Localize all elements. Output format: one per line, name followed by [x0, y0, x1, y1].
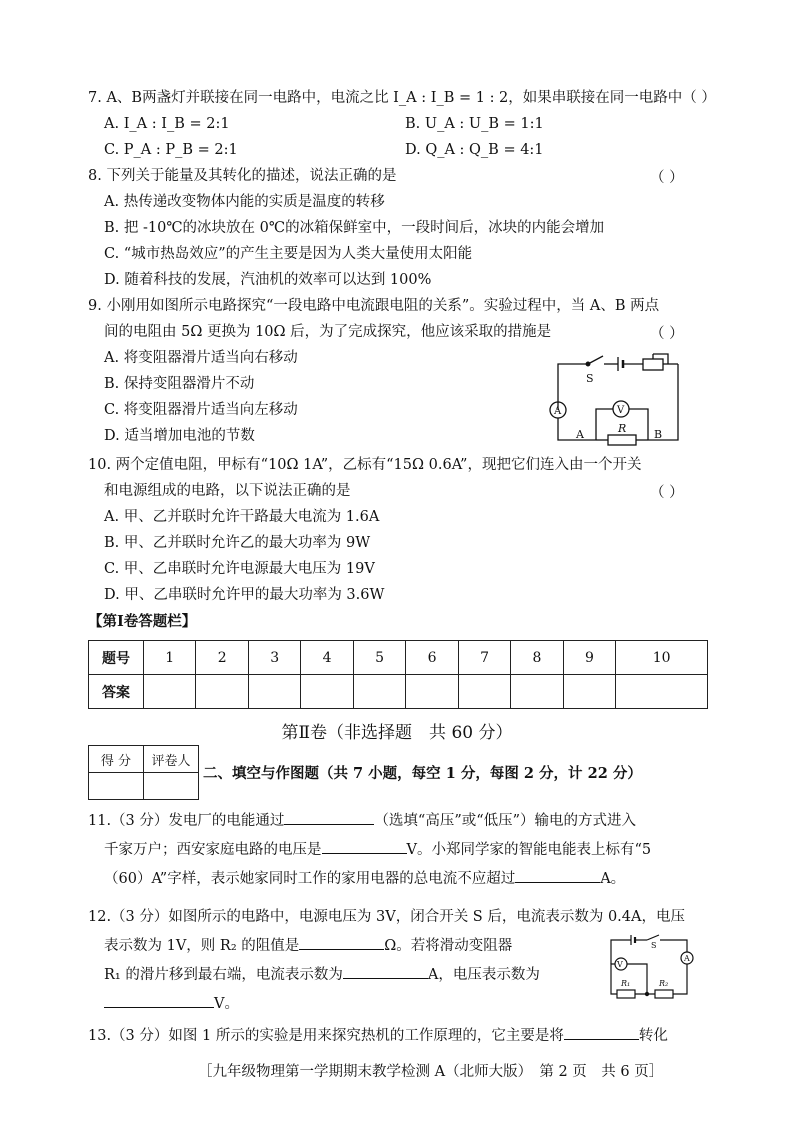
- q12-fig-label-voltmeter: V: [617, 960, 623, 969]
- resistor-r2: [655, 990, 673, 998]
- q7-option-d: D. Q_A : Q_B = 4:1: [405, 142, 544, 158]
- answer-table: [88, 640, 708, 709]
- q8-option-a: A. 热传递改变物体内能的实质是温度的转移: [104, 194, 385, 210]
- answer-table-label: 【第Ⅰ卷答题栏】: [88, 613, 197, 630]
- part2-section-heading: 二、填空与作图题（共 7 小题，每空 1 分，每图 2 分，计 22 分）: [203, 765, 642, 782]
- q12-blank-3[interactable]: [104, 993, 214, 1008]
- q7-option-a: A. I_A : I_B = 2:1: [104, 116, 230, 132]
- grader-header: 评卷人: [144, 746, 199, 773]
- switch-blade: [588, 356, 603, 364]
- q9-stem-line2: 间的电阻由 5Ω 更换为 10Ω 后，为了完成探究，他应该采取的措施是: [104, 324, 552, 340]
- q11-text: （60）A”字样，表示她家同时工作的家用电器的总电流不应超过: [104, 871, 516, 887]
- wire: [660, 940, 687, 952]
- q12-circuit-diagram: [603, 934, 703, 1002]
- answer-table-number: 2: [196, 641, 248, 675]
- q11-text: 11.（3 分）发电厂的电能通过: [88, 813, 285, 829]
- q12-text: Ω。若将滑动变阻器: [384, 938, 513, 954]
- q7-option-c: C. P_A : P_B = 2:1: [104, 142, 238, 158]
- q12-fig-label-r1: R₁: [621, 979, 631, 988]
- answer-table-number: 3: [248, 641, 300, 675]
- q9-option-b: B. 保持变阻器滑片不动: [104, 376, 255, 392]
- q11-text: A。: [600, 871, 626, 887]
- answer-table-number: 1: [144, 641, 196, 675]
- q9-fig-label-r: R: [618, 422, 627, 435]
- q12-fig-label-ammeter: A: [684, 954, 690, 963]
- answer-table-number-header: 题号: [89, 641, 144, 675]
- q10-option-d: D. 甲、乙串联时允许甲的最大功率为 3.6W: [104, 587, 385, 603]
- q7-option-b: B. U_A : U_B = 1:1: [405, 116, 544, 132]
- q7-stem: 7. A、B两盏灯并联接在同一电路中，电流之比 I_A : I_B = 1 : 2，如果串联接在同一电路中（ ）: [88, 90, 716, 106]
- q10-stem-line2: 和电源组成的电路，以下说法正确的是: [104, 483, 351, 499]
- q10-option-c: C. 甲、乙串联时允许电源最大电压为 19V: [104, 561, 375, 577]
- q9-answer-paren: （ ）: [650, 326, 684, 342]
- q11-text: 千家万户；西安家庭电路的电压是: [104, 842, 322, 858]
- answer-cell[interactable]: [196, 675, 248, 709]
- q9-option-a: A. 将变阻器滑片适当向右移动: [104, 350, 298, 366]
- answer-table-number: 6: [406, 641, 458, 675]
- q8-option-b: B. 把 -10℃的冰块放在 0℃的冰箱保鲜室中，一段时间后，冰块的内能会增加: [104, 220, 605, 236]
- q9-stem-line1: 9. 小刚用如图所示电路探究“一段电路中电流跟电阻的关系”。实验过程中，当 A、B 两点: [88, 298, 660, 314]
- q9-circuit-diagram: [548, 352, 688, 447]
- q13-text: 转化: [638, 1028, 668, 1044]
- q12-fig-label-s: S: [651, 941, 657, 950]
- score-box: [88, 745, 199, 800]
- answer-table-answer-row: [89, 675, 708, 709]
- resistor-r1: [617, 990, 635, 998]
- answer-cell[interactable]: [248, 675, 300, 709]
- q12-text: A，电压表示数为: [427, 967, 540, 983]
- q12-blank-1[interactable]: [299, 935, 384, 950]
- q8-option-d: D. 随着科技的发展，汽油机的效率可以达到 100%: [104, 272, 432, 288]
- resistor-r: [608, 435, 636, 445]
- q12-fig-label-r2: R₂: [659, 979, 669, 988]
- wire: [673, 964, 687, 994]
- q8-stem: 8. 下列关于能量及其转化的描述，说法正确的是: [88, 168, 397, 184]
- answer-table-answer-header: 答案: [89, 675, 144, 709]
- switch-pivot: [586, 362, 590, 366]
- q11-line2: [104, 839, 651, 861]
- q10-option-b: B. 甲、乙并联时允许乙的最大功率为 9W: [104, 535, 371, 551]
- answer-cell[interactable]: [563, 675, 615, 709]
- q11-text: （选填“高压”或“低压”）输电的方式进入: [374, 813, 637, 829]
- part2-title: 第Ⅱ卷（非选择题 共 60 分）: [281, 723, 513, 743]
- q10-stem-line1: 10. 两个定值电阻，甲标有“10Ω 1A”，乙标有“15Ω 0.6A”，现把它们连入由一个开关: [88, 457, 642, 473]
- q11-text: V。小郑同学家的智能电能表上标有“5: [406, 842, 652, 858]
- answer-table-number: 8: [511, 641, 563, 675]
- q9-option-c: C. 将变阻器滑片适当向左移动: [104, 402, 298, 418]
- rheostat: [643, 359, 663, 370]
- q12-line3: [104, 964, 540, 986]
- q13-text: 13.（3 分）如图 1 所示的实验是用来探究热机的工作原理的，它主要是将: [88, 1028, 564, 1044]
- answer-cell[interactable]: [406, 675, 458, 709]
- q12-line1: 12.（3 分）如图所示的电路中，电源电压为 3V，闭合开关 S 后，电流表示数为 0.4A，电压: [88, 909, 685, 925]
- grader-cell[interactable]: [144, 773, 199, 800]
- answer-cell[interactable]: [301, 675, 353, 709]
- answer-table-number-row: [89, 641, 708, 675]
- q10-option-a: A. 甲、乙并联时允许干路最大电流为 1.6A: [104, 509, 380, 525]
- q13-blank-1[interactable]: [564, 1025, 639, 1040]
- q12-text: V。: [214, 996, 239, 1012]
- q10-answer-paren: （ ）: [650, 485, 684, 501]
- q12-line4: [104, 993, 239, 1015]
- answer-table-number: 9: [563, 641, 615, 675]
- q11-blank-3[interactable]: [515, 868, 600, 883]
- q12-text: R₁ 的滑片移到最右端，电流表示数为: [104, 967, 343, 983]
- q11-line1: [88, 810, 636, 832]
- answer-table-number: 7: [458, 641, 510, 675]
- score-header: 得 分: [89, 746, 144, 773]
- q8-option-c: C. “城市热岛效应”的产生主要是因为人类大量使用太阳能: [104, 246, 473, 262]
- answer-cell[interactable]: [458, 675, 510, 709]
- q9-fig-label-ammeter: A: [554, 406, 562, 417]
- answer-cell[interactable]: [511, 675, 563, 709]
- junction-dot: [645, 992, 648, 995]
- answer-cell[interactable]: [144, 675, 196, 709]
- wire: [648, 364, 678, 440]
- q9-fig-label-s: S: [586, 372, 594, 385]
- answer-cell[interactable]: [616, 675, 708, 709]
- answer-cell[interactable]: [353, 675, 405, 709]
- q11-line3: [104, 868, 625, 890]
- q9-option-d: D. 适当增加电池的节数: [104, 428, 255, 444]
- q12-line2: [104, 935, 512, 957]
- q8-answer-paren: （ ）: [650, 170, 684, 186]
- answer-table-number: 5: [353, 641, 405, 675]
- switch-blade: [647, 935, 659, 940]
- q11-blank-2[interactable]: [322, 839, 407, 854]
- q13-line1: [88, 1025, 668, 1047]
- score-cell[interactable]: [89, 773, 144, 800]
- q9-fig-label-point-a: A: [576, 428, 584, 441]
- answer-table-number: 10: [616, 641, 708, 675]
- page-footer: ［九年级物理第一学期期末教学检测 A（北师大版） 第 2 页 共 6 页］: [198, 1064, 664, 1080]
- q9-fig-label-voltmeter: V: [617, 405, 625, 416]
- q12-text: 表示数为 1V，则 R₂ 的阻值是: [104, 938, 300, 954]
- q9-fig-label-point-b: B: [654, 428, 663, 441]
- q11-blank-1[interactable]: [284, 810, 374, 825]
- q12-blank-2[interactable]: [343, 964, 428, 979]
- answer-table-number: 4: [301, 641, 353, 675]
